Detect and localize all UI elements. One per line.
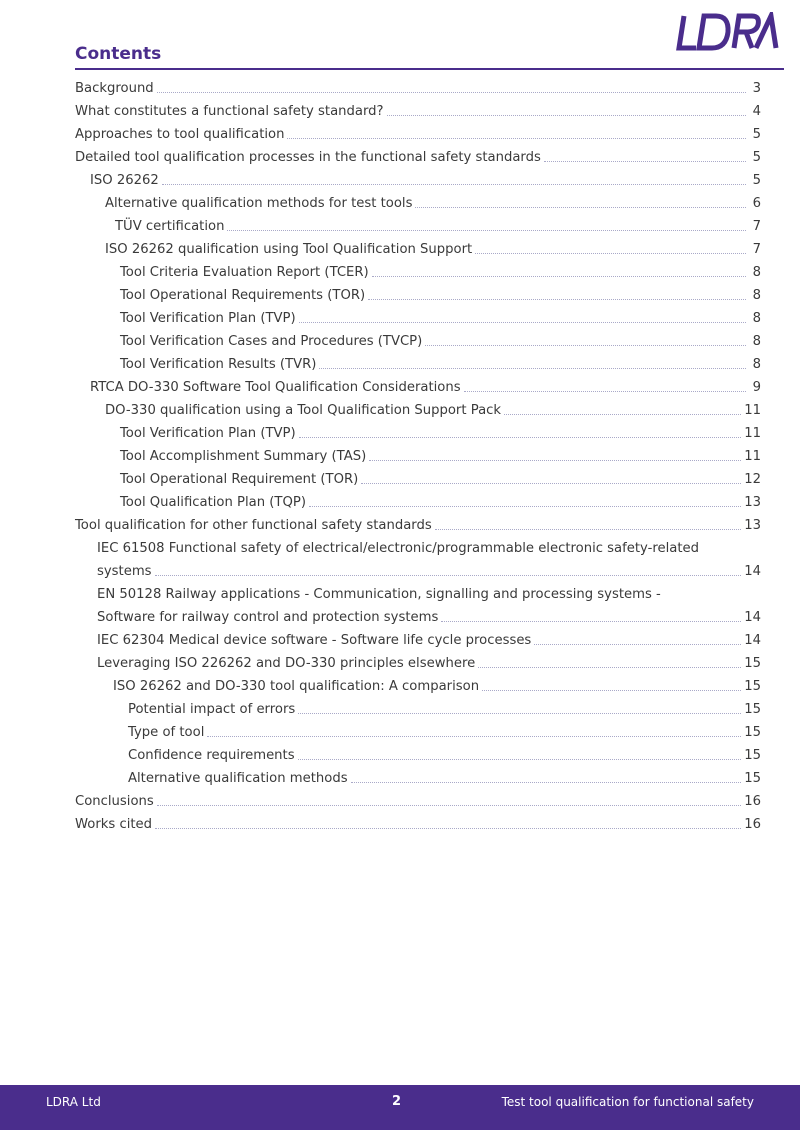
toc-dot-leader <box>162 184 746 185</box>
toc-entry-title: systems <box>97 564 152 579</box>
page-title: Contents <box>75 44 162 64</box>
toc-entry-page: 3 <box>752 81 761 96</box>
toc-entry[interactable] <box>115 214 761 236</box>
toc-entry-title: Works cited <box>75 817 153 832</box>
toc-entry[interactable] <box>105 191 761 213</box>
toc-entry-page: 15 <box>744 748 761 763</box>
toc-entry-page: 13 <box>744 518 761 533</box>
toc-dot-leader <box>441 621 741 622</box>
toc-entry-page: 15 <box>744 656 761 671</box>
footer-company: LDRA Ltd <box>46 1095 101 1109</box>
toc-dot-leader <box>299 437 742 438</box>
toc-dot-leader <box>351 782 742 783</box>
toc-entry-title: TÜV certification <box>115 219 225 234</box>
toc-dot-leader <box>157 92 746 93</box>
toc-entry[interactable] <box>75 122 761 144</box>
toc-entry-page: 7 <box>752 219 761 234</box>
toc-entry[interactable] <box>120 467 761 489</box>
toc-entry[interactable] <box>120 421 761 443</box>
toc-entry-page: 7 <box>752 242 761 257</box>
toc-dot-leader <box>482 690 741 691</box>
toc-entry[interactable] <box>105 398 761 420</box>
toc-entry-page: 5 <box>752 150 761 165</box>
toc-entry-title: What constitutes a functional safety standard? <box>75 104 384 119</box>
toc-entry-title: Tool Verification Cases and Procedures (TVCP) <box>120 334 423 349</box>
toc-entry[interactable] <box>113 674 761 696</box>
toc-dot-leader <box>372 276 746 277</box>
toc-entry[interactable] <box>128 743 761 765</box>
toc-entry[interactable] <box>128 720 761 742</box>
toc-entry-page: 14 <box>744 633 761 648</box>
toc-entry-page: 8 <box>752 357 761 372</box>
toc-dot-leader <box>157 805 741 806</box>
toc-entry[interactable] <box>97 605 761 627</box>
toc-entry[interactable] <box>120 352 761 374</box>
toc-dot-leader <box>387 115 746 116</box>
toc-dot-leader <box>227 230 746 231</box>
toc-entry[interactable] <box>75 76 761 98</box>
toc-entry[interactable] <box>120 490 761 512</box>
toc-entry-title: Tool Operational Requirement (TOR) <box>120 472 359 487</box>
toc-dot-leader <box>309 506 741 507</box>
toc-dot-leader <box>298 759 742 760</box>
toc-entry-title: RTCA DO-330 Software Tool Qualification Considerations <box>90 380 461 395</box>
toc-entry[interactable] <box>97 559 761 581</box>
toc-dot-leader <box>368 299 746 300</box>
toc-entry-title: DO-330 qualification using a Tool Qualification Support Pack <box>105 403 502 418</box>
toc-entry-title: Tool Verification Plan (TVP) <box>120 426 296 441</box>
toc-entry-title: Software for railway control and protection systems <box>97 610 439 625</box>
toc-entry-page: 15 <box>744 702 761 717</box>
toc-entry[interactable] <box>97 651 761 673</box>
toc-entry[interactable] <box>120 329 761 351</box>
toc-entry-title: Tool Qualification Plan (TQP) <box>120 495 306 510</box>
toc-dot-leader <box>155 828 741 829</box>
toc-entry-title[interactable]: IEC 61508 Functional safety of electrical/electronic/programmable electronic safety-related <box>97 541 700 556</box>
toc-entry-title: ISO 26262 qualification using Tool Qualification Support <box>105 242 473 257</box>
toc-entry-page: 8 <box>752 311 761 326</box>
toc-entry-title: ISO 26262 <box>90 173 159 188</box>
toc-entry-page: 16 <box>744 794 761 809</box>
toc-dot-leader <box>287 138 746 139</box>
toc-dot-leader <box>155 575 742 576</box>
toc-entry-page: 15 <box>744 725 761 740</box>
toc-entry-title: IEC 62304 Medical device software - Software life cycle processes <box>97 633 532 648</box>
toc-dot-leader <box>478 667 741 668</box>
footer-page-number: 2 <box>392 1094 402 1109</box>
toc-entry-page: 11 <box>744 449 761 464</box>
toc-entry-page: 12 <box>744 472 761 487</box>
toc-entry-title: Leveraging ISO 226262 and DO-330 principles elsewhere <box>97 656 476 671</box>
toc-dot-leader <box>299 322 746 323</box>
toc-entry[interactable] <box>120 260 761 282</box>
toc-entry-title: Tool Verification Plan (TVP) <box>120 311 296 326</box>
toc-entry-page: 6 <box>752 196 761 211</box>
toc-entry-title: Confidence requirements <box>128 748 295 763</box>
toc-dot-leader <box>415 207 746 208</box>
toc-entry-page: 5 <box>752 173 761 188</box>
toc-entry-title: Type of tool <box>128 725 205 740</box>
toc-entry-title: Tool Accomplishment Summary (TAS) <box>120 449 367 464</box>
toc-entry[interactable] <box>128 697 761 719</box>
toc-entry-page: 8 <box>752 288 761 303</box>
toc-entry-page: 13 <box>744 495 761 510</box>
toc-entry[interactable] <box>128 766 761 788</box>
footer-document-title: Test tool qualification for functional safety <box>501 1095 754 1109</box>
toc-entry-page: 8 <box>752 265 761 280</box>
toc-entry-title: Alternative qualification methods for test tools <box>105 196 413 211</box>
toc-entry[interactable] <box>90 375 761 397</box>
toc-entry[interactable] <box>120 306 761 328</box>
toc-entry-page: 15 <box>744 679 761 694</box>
toc-entry[interactable] <box>120 444 761 466</box>
toc-entry[interactable] <box>75 812 761 834</box>
ldra-logo <box>676 12 780 52</box>
toc-dot-leader <box>207 736 741 737</box>
toc-entry-title: Approaches to tool qualification <box>75 127 285 142</box>
toc-entry-title: Background <box>75 81 154 96</box>
toc-entry-title: Tool Criteria Evaluation Report (TCER) <box>120 265 369 280</box>
toc-entry-page: 9 <box>752 380 761 395</box>
toc-entry-page: 11 <box>744 426 761 441</box>
toc-dot-leader <box>504 414 741 415</box>
toc-dot-leader <box>544 161 746 162</box>
toc-entry[interactable] <box>75 513 761 535</box>
toc-entry[interactable] <box>90 168 761 190</box>
toc-entry-title: ISO 26262 and DO-330 tool qualification: A comparison <box>113 679 480 694</box>
toc-dot-leader <box>319 368 746 369</box>
toc-entry[interactable] <box>105 237 761 259</box>
toc-entry-page: 11 <box>744 403 761 418</box>
toc-dot-leader <box>534 644 741 645</box>
toc-entry-page: 16 <box>744 817 761 832</box>
toc-dot-leader <box>435 529 741 530</box>
toc-entry-title: Potential impact of errors <box>128 702 296 717</box>
toc-entry-page: 14 <box>744 564 761 579</box>
toc-entry-title: Alternative qualification methods <box>128 771 348 786</box>
toc-entry-title: Detailed tool qualification processes in the functional safety standards <box>75 150 541 165</box>
toc-entry-page: 15 <box>744 771 761 786</box>
toc-entry[interactable] <box>97 628 761 650</box>
toc-dot-leader <box>475 253 746 254</box>
toc-dot-leader <box>361 483 741 484</box>
toc-entry[interactable] <box>120 283 761 305</box>
toc-entry-title[interactable]: EN 50128 Railway applications - Communication, signalling and processing systems - <box>97 587 661 602</box>
toc-entry-title: Tool qualification for other functional safety standards <box>75 518 432 533</box>
toc-entry-title: Tool Operational Requirements (TOR) <box>120 288 366 303</box>
toc-entry-page: 14 <box>744 610 761 625</box>
toc-entry[interactable] <box>75 145 761 167</box>
title-divider <box>75 68 784 70</box>
toc-entry-page: 5 <box>752 127 761 142</box>
toc-dot-leader <box>298 713 741 714</box>
toc-entry[interactable] <box>75 99 761 121</box>
toc-dot-leader <box>425 345 746 346</box>
toc-dot-leader <box>369 460 741 461</box>
toc-entry-page: 4 <box>752 104 761 119</box>
toc-entry-title: Conclusions <box>75 794 154 809</box>
page-footer <box>0 1085 800 1130</box>
toc-entry-title: Tool Verification Results (TVR) <box>120 357 317 372</box>
toc-dot-leader <box>464 391 746 392</box>
toc-entry-page: 8 <box>752 334 761 349</box>
toc-entry[interactable] <box>75 789 761 811</box>
